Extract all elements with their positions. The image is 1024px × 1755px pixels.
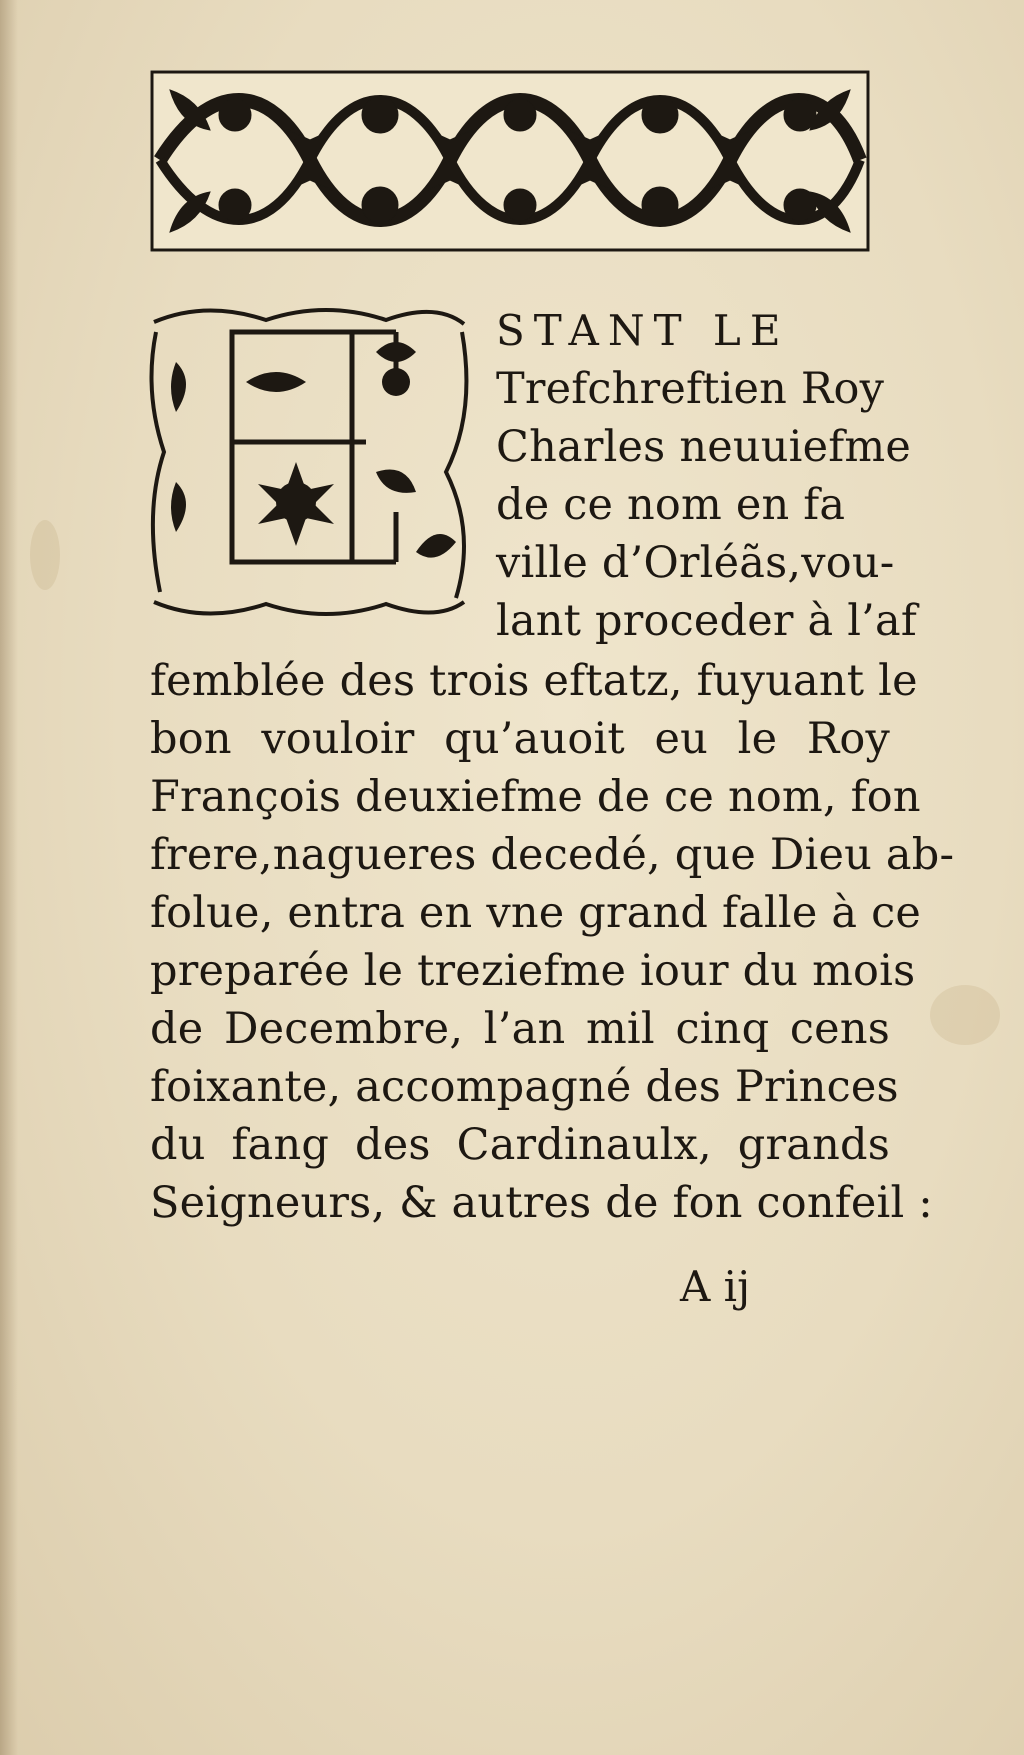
body-line: preparée le treziefme iour du mois	[150, 946, 916, 996]
signature-mark: A ij	[680, 1262, 751, 1311]
body-line: frere,nagueres decedé, que Dieu ab-	[150, 830, 955, 880]
opening-line: ville d’Orléãs,vou-	[496, 538, 895, 588]
body-line: Seigneurs, & autres de fon confeil :	[150, 1178, 933, 1228]
body-line: bon vouloir qu’auoit eu le Roy	[150, 714, 890, 764]
body-line: François deuxiefme de ce nom, fon	[150, 772, 921, 822]
body-line: foixante, accompagné des Princes	[150, 1062, 899, 1112]
opening-line: de ce nom en fa	[496, 480, 846, 530]
decorated-initial-e	[146, 302, 472, 628]
body-line: femblée des trois eftatz, fuyuant le	[150, 656, 918, 706]
opening-line: lant proceder à l’af	[496, 596, 918, 646]
opening-line: Trefchreftien Roy	[496, 364, 885, 414]
paper-stain	[30, 520, 60, 590]
ornamental-headpiece	[150, 70, 870, 252]
paper-stain	[930, 985, 1000, 1045]
body-line: de Decembre, l’an mil cinq cens	[150, 1004, 890, 1054]
opening-line: STANT LE	[496, 306, 790, 355]
body-line: du fang des Cardinaulx, grands	[150, 1120, 890, 1170]
page-edge-shadow	[0, 0, 18, 1755]
opening-line: Charles neuuiefme	[496, 422, 911, 472]
body-line: folue, entra en vne grand falle à ce	[150, 888, 922, 938]
